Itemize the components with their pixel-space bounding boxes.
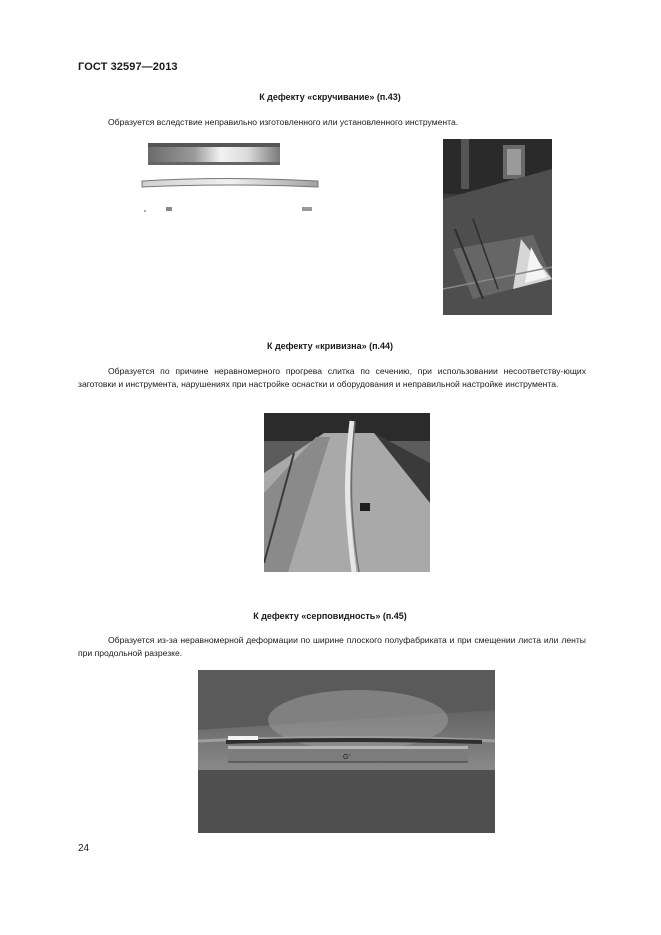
page-number: 24 bbox=[78, 843, 90, 854]
section-text-twisting-content: Образуется вследствие неправильно изготовленного или установленного инструмента. bbox=[108, 117, 459, 127]
camber-photo-label: G' bbox=[343, 754, 350, 761]
section-title-curvature: К дефекту «кривизна» (п.44) bbox=[266, 341, 394, 351]
figure-curvature-photo bbox=[264, 413, 430, 572]
figure-camber-photo bbox=[198, 670, 495, 833]
section-text-twisting bbox=[78, 116, 586, 129]
document-standard-header: ГОСТ 32597—2013 bbox=[78, 61, 178, 73]
figure-twisting-plate-photo bbox=[443, 139, 552, 315]
section-text-camber bbox=[78, 634, 586, 659]
section-text-curvature bbox=[78, 365, 586, 390]
section-title-camber: К дефекту «серповидность» (п.45) bbox=[253, 611, 407, 621]
section-text-curvature-content: Образуется по причине неравномерного прогрева слитка по сечению, при использовании несоответству-ющих заготовки и инструмента, нарушениях при настройке оснастки и оборудования и неправильной настройке инструмента. bbox=[78, 366, 586, 389]
section-title-twisting: К дефекту «скручивание» (п.43) bbox=[259, 92, 401, 102]
section-text-camber-content: Образуется из-за неравномерной деформации по ширине плоского полуфабриката и при смещении листа или ленты при продольной разрезке. bbox=[78, 635, 586, 658]
figure-twisting-bars-photo bbox=[138, 138, 324, 220]
